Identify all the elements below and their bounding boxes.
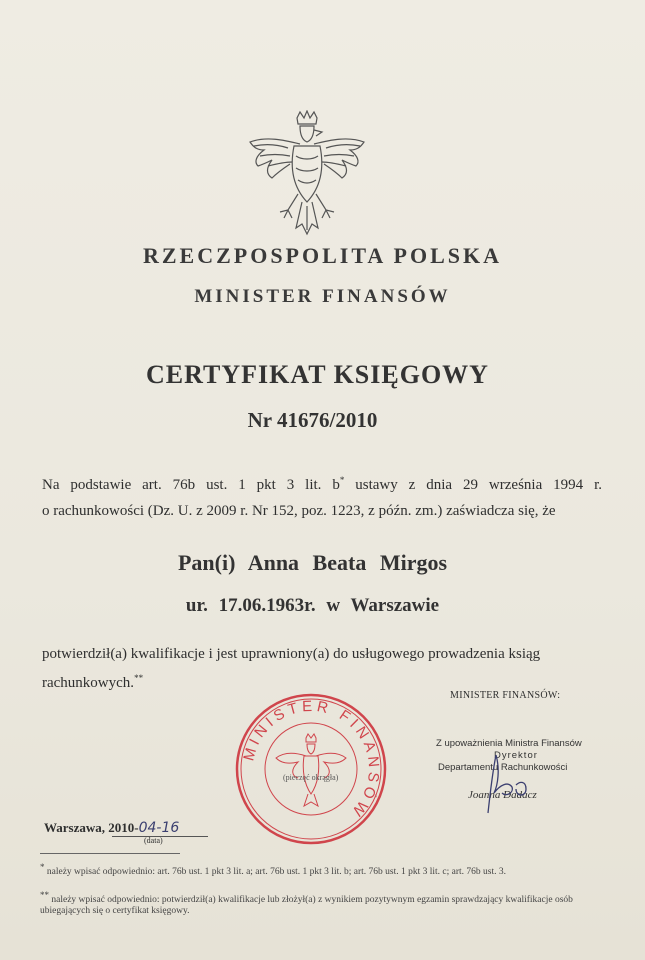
footnote-mark: *: [339, 475, 345, 485]
confirmation-line-1: potwierdził(a) kwalifikacje i jest uprawniony(a) do usługowego prowadzenia ksiąg: [42, 646, 541, 662]
legal-basis-line-2: o rachunkowości (Dz. U. z 2009 r. Nr 152, poz. 1223, z późn. zm.) zaświadcza się, że: [42, 503, 556, 519]
polish-eagle-emblem-icon: [244, 110, 370, 240]
footnote-1: [40, 862, 600, 878]
signatory-name: Joanna Dadacz: [468, 789, 537, 801]
confirmation-line-2: rachunkowych.: [42, 675, 135, 691]
footnote-divider: [40, 853, 180, 854]
footnote-1-text: należy wpisać odpowiednio: art. 76b ust. 1 pkt 3 lit. a; art. 76b ust. 1 pkt 3 lit. b; art. 76b ust. 1 pkt 3 lit. c; art. 76b ust. 3.: [44, 867, 506, 878]
place-date: [44, 820, 179, 836]
ministry-heading: MINISTER FINANSÓW: [194, 286, 451, 307]
signatory-label: MINISTER FINANSÓW:: [450, 690, 561, 701]
footnote-1-mark: *: [40, 862, 45, 872]
footnote-2-text: należy wpisać odpowiednio: potwierdził(a) kwalifikacje lub złożył(a) z wynikiem pozytywnym egzamin sprawdzający kwalifikacje osób ubiegających się o certyfikat księgowy.: [40, 895, 573, 917]
footnote-2: [40, 890, 600, 917]
seal-label: (pieczęć okrągła): [283, 773, 339, 782]
seal-ring-text: MINISTER FINANSÓW: [240, 697, 383, 823]
signatory-department: Departamentu Rachunkowości: [438, 762, 568, 773]
legal-basis-paragraph: [42, 467, 602, 524]
certificate-title: CERTYFIKAT KSIĘGOWY: [146, 360, 489, 389]
signatory-authorization: Z upoważnienia Ministra Finansów: [436, 738, 582, 749]
place-prefix: Warszawa, 2010-: [44, 820, 139, 835]
birth-info: ur. 17.06.1963r. w Warszawie: [185, 595, 440, 616]
date-label: (data): [144, 836, 163, 845]
handwritten-date: 04-16: [138, 820, 180, 836]
legal-basis-text-a: Na podstawie art. 76b ust. 1 pkt 3 lit. b: [42, 477, 340, 493]
legal-basis-line-1: [42, 467, 602, 498]
signatory-position: Dyrektor: [494, 750, 538, 761]
handwritten-signature: [470, 745, 540, 825]
certificate-number: Nr 41676/2010: [247, 408, 378, 432]
svg-text:MINISTER FINANSÓW: [240, 698, 382, 822]
footnote-2-mark: **: [40, 890, 49, 900]
legal-basis-text-b: ustawy z dnia 29 września 1994 r.: [344, 477, 602, 493]
holder-name: Pan(i) Anna Beata Mirgos: [177, 550, 448, 575]
round-seal-icon: [232, 690, 390, 848]
country-heading: RZECZPOSPOLITA POLSKA: [142, 243, 503, 268]
footnote-mark-2: **: [134, 673, 144, 683]
confirmation-paragraph: [42, 642, 632, 695]
